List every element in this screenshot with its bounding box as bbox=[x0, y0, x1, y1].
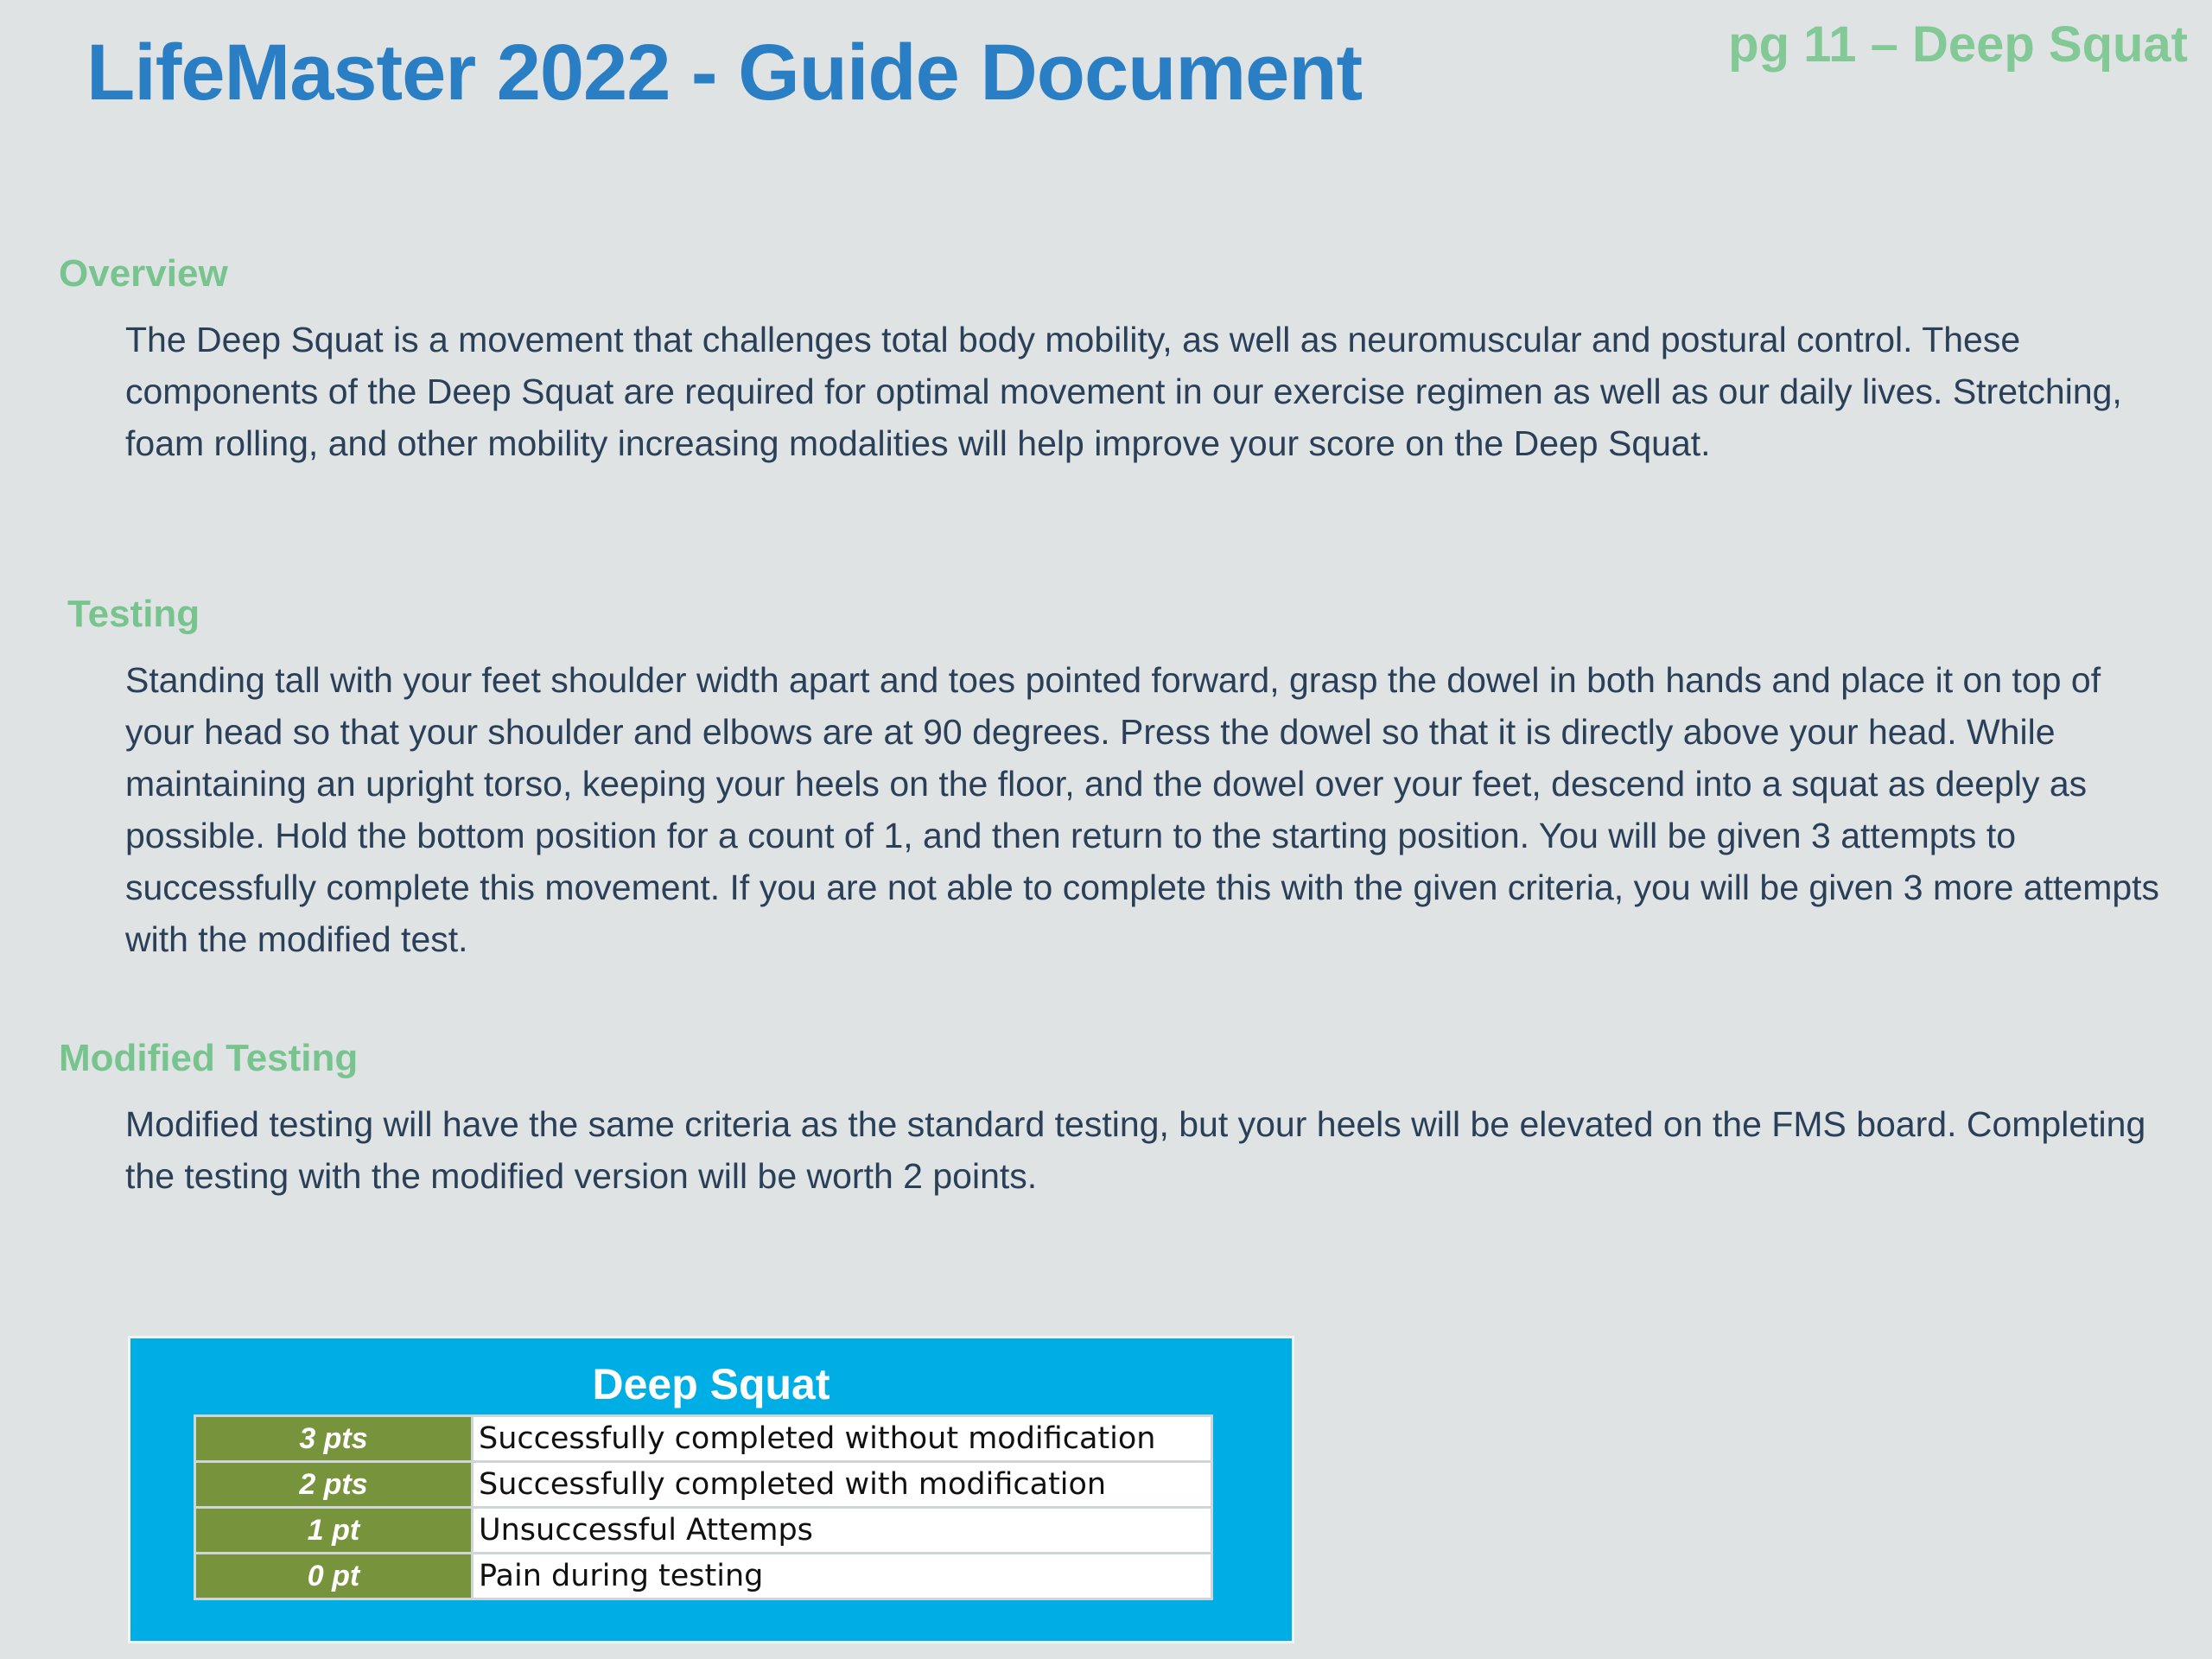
score-points: 1 pt bbox=[195, 1508, 473, 1554]
score-row bbox=[195, 1554, 1212, 1599]
score-description: Successfully completed with modification bbox=[473, 1462, 1212, 1508]
document-title: LifeMaster 2022 - Guide Document bbox=[86, 29, 1363, 117]
score-points: 3 pts bbox=[195, 1416, 473, 1462]
score-description: Unsuccessful Attemps bbox=[473, 1508, 1212, 1554]
section-body-overview: The Deep Squat is a movement that challenges total body mobility, as well as neuromuscular and postural control. These components of the Deep Squat are required for optimal movement in our exercise regimen as well as our daily lives. Stretching, foam rolling, and other mobility increasing modalities will help improve your score on the Deep Squat. bbox=[125, 320, 2122, 463]
score-card bbox=[128, 1336, 1294, 1643]
section-heading-overview: Overview bbox=[59, 252, 228, 295]
score-points: 2 pts bbox=[195, 1462, 473, 1508]
page-label: pg 11 – Deep Squat bbox=[1728, 16, 2188, 73]
section-body-modified-testing: Modified testing will have the same criteria as the standard testing, but your heels will be elevated on the FMS board. Completing the testing with the modified version will be worth 2 points. bbox=[125, 1104, 2146, 1196]
score-row bbox=[195, 1462, 1212, 1508]
score-description: Successfully completed without modification bbox=[473, 1416, 1212, 1462]
score-row bbox=[195, 1508, 1212, 1554]
section-body-testing: Standing tall with your feet shoulder width apart and toes pointed forward, grasp the dowel in both hands and place it on top of your head so that your shoulder and elbows are at 90 degrees. Press the dowel so that it is directly above your head. While maintaining an upright torso, keeping your heels on the floor, and the dowel over your feet, descend into a squat as deeply as possible. Hold the bottom position for a count of 1, and then return to the starting position. You will be given 3 attempts to successfully complete this movement. If you are not able to complete this with the given criteria, you will be given 3 more attempts with the modified test. bbox=[125, 660, 2160, 959]
section-heading-modified-testing: Modified Testing bbox=[59, 1037, 359, 1079]
score-card-title: Deep Squat bbox=[592, 1360, 830, 1408]
score-points: 0 pt bbox=[195, 1554, 473, 1599]
score-table bbox=[194, 1414, 1213, 1600]
score-row bbox=[195, 1416, 1212, 1462]
score-description: Pain during testing bbox=[473, 1554, 1212, 1599]
section-heading-testing: Testing bbox=[67, 593, 200, 635]
